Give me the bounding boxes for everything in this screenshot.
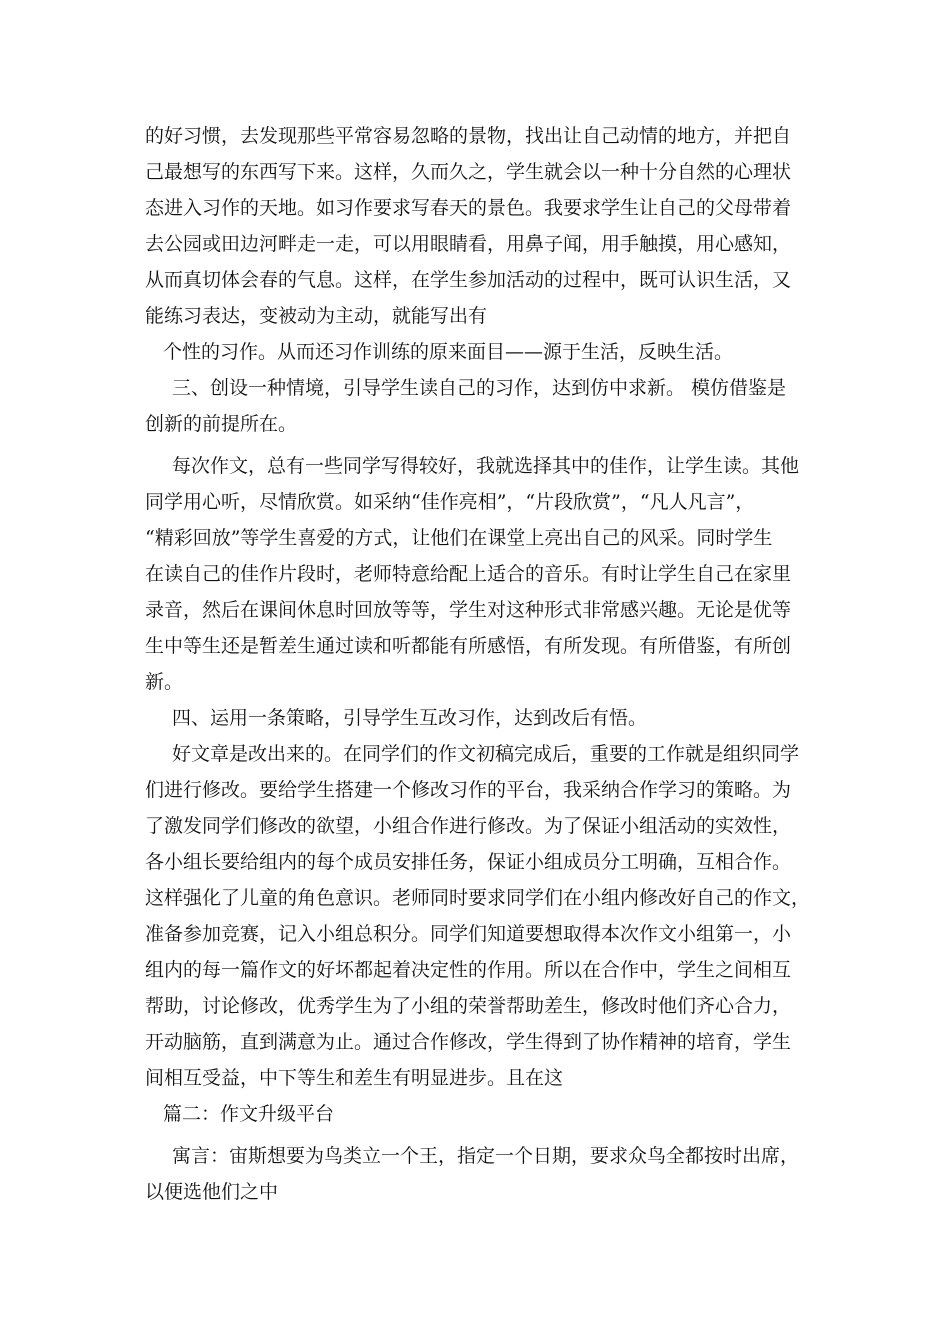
text-line: 每次作文，总有一些同学写得较好，我就选择其中的佳作，让学生读。其他 (172, 455, 800, 477)
text-line: 态进入习作的天地。如习作要求写春天的景色。我要求学生让自己的父母带着 (145, 197, 792, 219)
text-line: 帮助，讨论修改，优秀学生为了小组的荣誉帮助差生，修改时他们齐心合力， (145, 995, 792, 1017)
text-line: “精彩回放”等学生喜爱的方式，让他们在课堂上亮出自己的风采。同时学生 (145, 527, 773, 549)
text-line: 们进行修改。要给学生搭建一个修改习作的平台，我采纳合作学习的策略。为 (145, 779, 792, 801)
text-line: 去公园或田边河畔走一走，可以用眼睛看，用鼻子闻，用手触摸，用心感知， (145, 233, 792, 255)
text-line: 录音，然后在课间休息时回放等等，学生对这种形式非常感兴趣。无论是优等 (145, 599, 792, 621)
text-line: 寓言：宙斯想要为鸟类立一个王，指定一个日期，要求众鸟全都按时出席， (172, 1145, 800, 1167)
text-line: 准备参加竞赛，记入小组总积分。同学们知道要想取得本次作文小组第一，小 (145, 923, 792, 945)
text-line: 新。 (145, 671, 184, 693)
section-heading: 四、运用一条策略，引导学生互改习作，达到改后有悟。 (172, 707, 648, 729)
text-line: 在读自己的佳作片段时，老师特意给配上适合的音乐。有时让学生自己在家里 (145, 563, 792, 585)
text-line: 间相互受益，中下等生和差生有明显进步。且在这 (145, 1067, 564, 1089)
text-line: 组内的每一篇作文的好坏都起着决定性的作用。所以在合作中，学生之间相互 (145, 959, 792, 981)
text-line: 己最想写的东西写下来。这样，久而久之，学生就会以一种十分自然的心理状 (145, 161, 792, 183)
text-line: 各小组长要给组内的每个成员安排任务，保证小组成员分工明确，互相合作。 (145, 851, 792, 873)
article-title: 篇二：作文升级平台 (163, 1103, 335, 1125)
text-line: 同学用心听，尽情欣赏。如采纳“佳作亮相”，“片段欣赏”，“凡人凡言”， (145, 491, 755, 513)
text-line: 从而真切体会春的气息。这样，在学生参加活动的过程中，既可认识生活，又 (145, 269, 792, 291)
text-line: 了激发同学们修改的欲望，小组合作进行修改。为了保证小组活动的实效性， (145, 815, 792, 837)
text-line: 以便选他们之中 (145, 1181, 279, 1203)
text-line: 好文章是改出来的。在同学们的作文初稿完成后，重要的工作就是组织同学 (172, 743, 800, 765)
text-line: 能练习表达，变被动为主动，就能写出有 (145, 305, 488, 327)
text-line: 生中等生还是暂差生通过读和听都能有所感悟，有所发现。有所借鉴，有所创 (145, 635, 792, 657)
text-line: 个性的习作。从而还习作训练的原来面目——源于生活，反映生活。 (163, 341, 734, 363)
text-line: 开动脑筋，直到满意为止。通过合作修改，学生得到了协作精神的培育，学生 (145, 1031, 792, 1053)
section-heading: 三、创设一种情境，引导学生读自己的习作，达到仿中求新。 模仿借鉴是 (172, 377, 787, 399)
text-line: 这样强化了儿童的角色意识。老师同时要求同学们在小组内修改好自己的作文， (145, 887, 811, 909)
text-line: 创新的前提所在。 (145, 413, 298, 435)
text-line: 的好习惯，去发现那些平常容易忽略的景物，找出让自己动情的地方，并把自 (145, 125, 792, 147)
